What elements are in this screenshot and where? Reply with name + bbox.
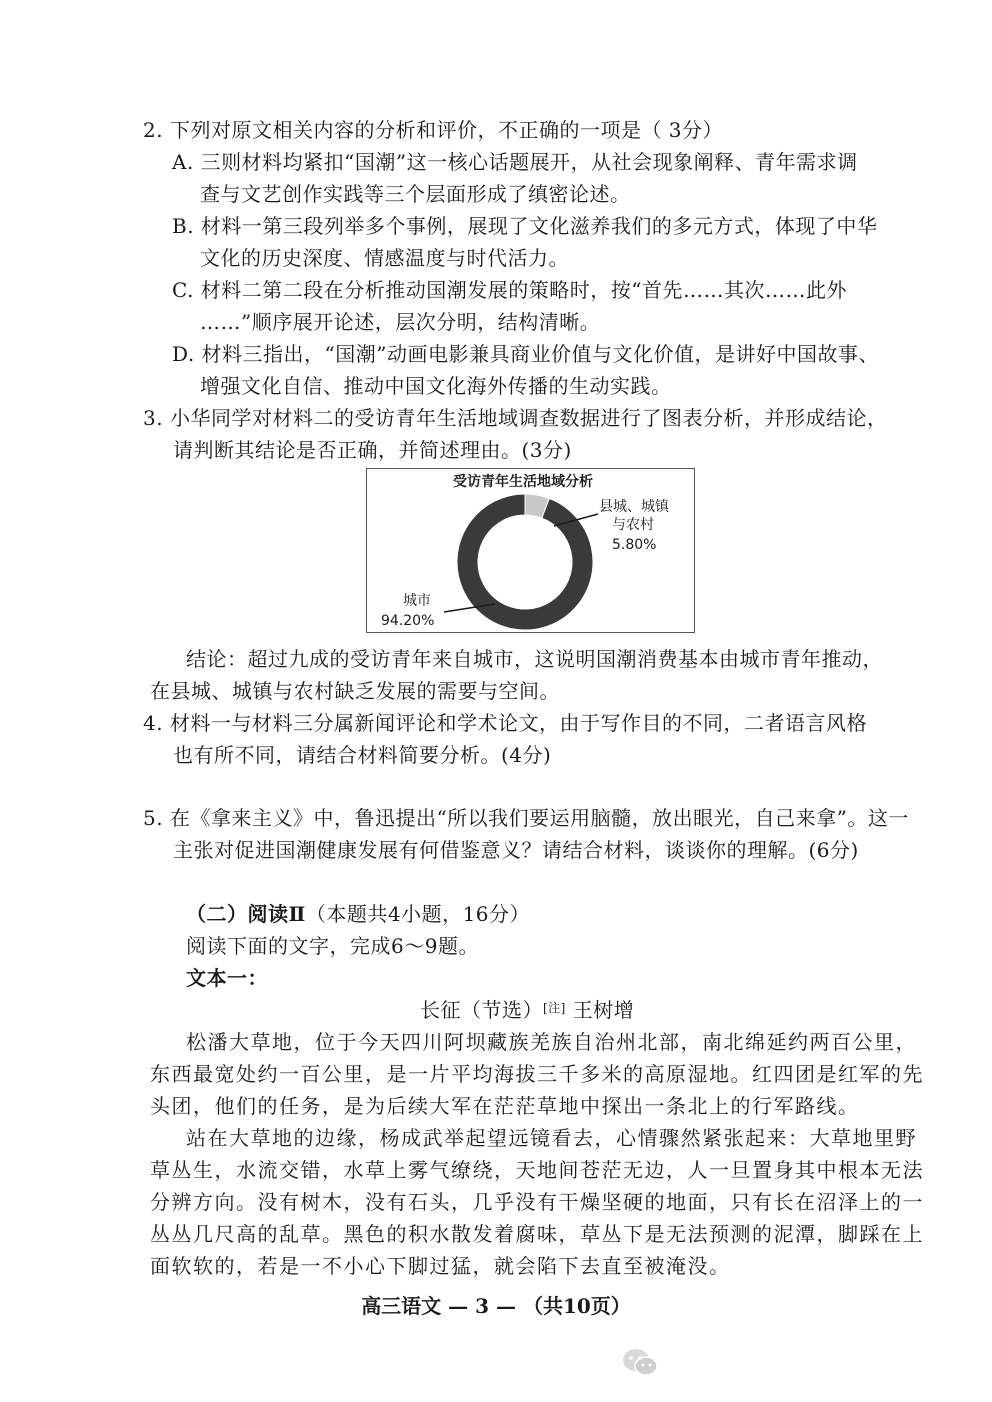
- paragraph-2-line-1: 站在大草地的边缘，杨成武举起望远镜看去，心情骤然紧张起来：大草地里野: [186, 1126, 917, 1150]
- q2-option-d: D. 材料三指出，“国潮”动画电影兼具商业价值与文化价值，是讲好中国故事、: [172, 342, 879, 366]
- article-title: 长征（节选）: [420, 998, 543, 1022]
- paragraph-2-line-4: 丛丛几尺高的乱草。黑色的积水散发着腐味，草丛下是无法预测的泥潭，脚踩在上: [150, 1222, 924, 1246]
- paragraph-1-line-3: 头团，他们的任务，是为后续大军在茫茫草地中探出一条北上的行军路线。: [150, 1094, 860, 1118]
- section-instruction: 阅读下面的文字，完成6～9题。: [186, 934, 479, 958]
- paragraph-1-line-1: 松潘大草地，位于今天四川阿坝藏族羌族自治州北部，南北绵延约两百公里，: [186, 1030, 917, 1054]
- q5-stem: 5. 在《拿来主义》中，鲁迅提出“所以我们要运用脑髓，放出眼光，自己来拿”。这一: [143, 806, 909, 830]
- q2-stem: 2. 下列对原文相关内容的分析和评价，不正确的一项是（ 3分）: [143, 118, 724, 142]
- section-heading-title: （二）阅读Ⅱ: [186, 902, 306, 926]
- rural-label-name-1: 县城、城镇: [599, 499, 669, 515]
- paragraph-2-line-3: 分辨方向。没有树木，没有石头，几乎没有干燥坚硬的地面，只有长在沼泽上的一: [150, 1190, 924, 1214]
- donut-slices: [457, 494, 593, 630]
- article-note: [注]: [543, 1001, 566, 1015]
- city-label-name: 城市: [403, 593, 431, 609]
- q3-stem-cont: 请判断其结论是否正确，并简述理由。(3分): [173, 438, 572, 462]
- article-author: 王树增: [572, 998, 635, 1022]
- rural-label-value: 5.80%: [612, 537, 657, 553]
- rural-label-name-2: 与农村: [612, 517, 654, 533]
- q2-option-b: B. 材料一第三段列举多个事例，展现了文化滋养我们的多元方式，体现了中华: [172, 214, 878, 238]
- q2-option-a: A. 三则材料均紧扣“国潮”这一核心话题展开，从社会现象阐释、青年需求调: [172, 150, 858, 174]
- q4-stem-cont: 也有所不同，请结合材料简要分析。(4分): [173, 743, 552, 767]
- section-heading-note: （本题共4小题，16分）: [305, 902, 531, 926]
- wechat-icon: [620, 1346, 660, 1384]
- q4-stem: 4. 材料一与材料三分属新闻评论和学术论文，由于写作目的不同，二者语言风格: [143, 711, 867, 735]
- q5-stem-cont: 主张对促进国潮健康发展有何借鉴意义？请结合材料，谈谈你的理解。(6分): [173, 838, 859, 862]
- q2-option-c: C. 材料二第二段在分析推动国潮发展的策略时，按“首先……其次……此外: [172, 278, 848, 302]
- q3-conclusion: 结论：超过九成的受访青年来自城市，这说明国潮消费基本由城市青年推动，: [186, 647, 883, 671]
- donut-chart: [366, 468, 695, 633]
- city-label-value: 94.20%: [381, 613, 435, 629]
- paragraph-1-line-2: 东西最宽处约一百公里，是一片平均海拔三千多米的高原湿地。红四团是红军的先: [150, 1062, 924, 1086]
- article-title-line: [420, 996, 634, 1024]
- q3-stem: 3. 小华同学对材料二的受访青年生活地域调查数据进行了图表分析，并形成结论，: [143, 406, 888, 430]
- q2-option-b-cont: 文化的历史深度、情感温度与时代活力。: [200, 246, 569, 270]
- page-footer: 高三语文 — 3 — （共10页）: [361, 1294, 631, 1318]
- q2-option-d-cont: 增强文化自信、推动中国文化海外传播的生动实践。: [200, 374, 672, 398]
- paragraph-2-line-5: 面软软的，若是一不小心下脚过猛，就会陷下去直至被淹没。: [150, 1254, 731, 1278]
- paragraph-2-line-2: 草丛生，水流交错，水草上雾气缭绕，天地间苍茫无边，人一旦置身其中根本无法: [150, 1158, 924, 1182]
- chart-title: 受访青年生活地域分析: [453, 474, 593, 490]
- text-label: 文本一：: [186, 966, 268, 990]
- q2-option-a-cont: 查与文艺创作实践等三个层面形成了缜密论述。: [200, 182, 631, 206]
- q2-option-c-cont: ……”顺序展开论述，层次分明，结构清晰。: [200, 310, 601, 334]
- section-heading: [186, 900, 530, 928]
- chart-svg: [367, 469, 694, 632]
- q3-conclusion-cont: 在县城、城镇与农村缺乏发展的需要与空间。: [150, 679, 560, 703]
